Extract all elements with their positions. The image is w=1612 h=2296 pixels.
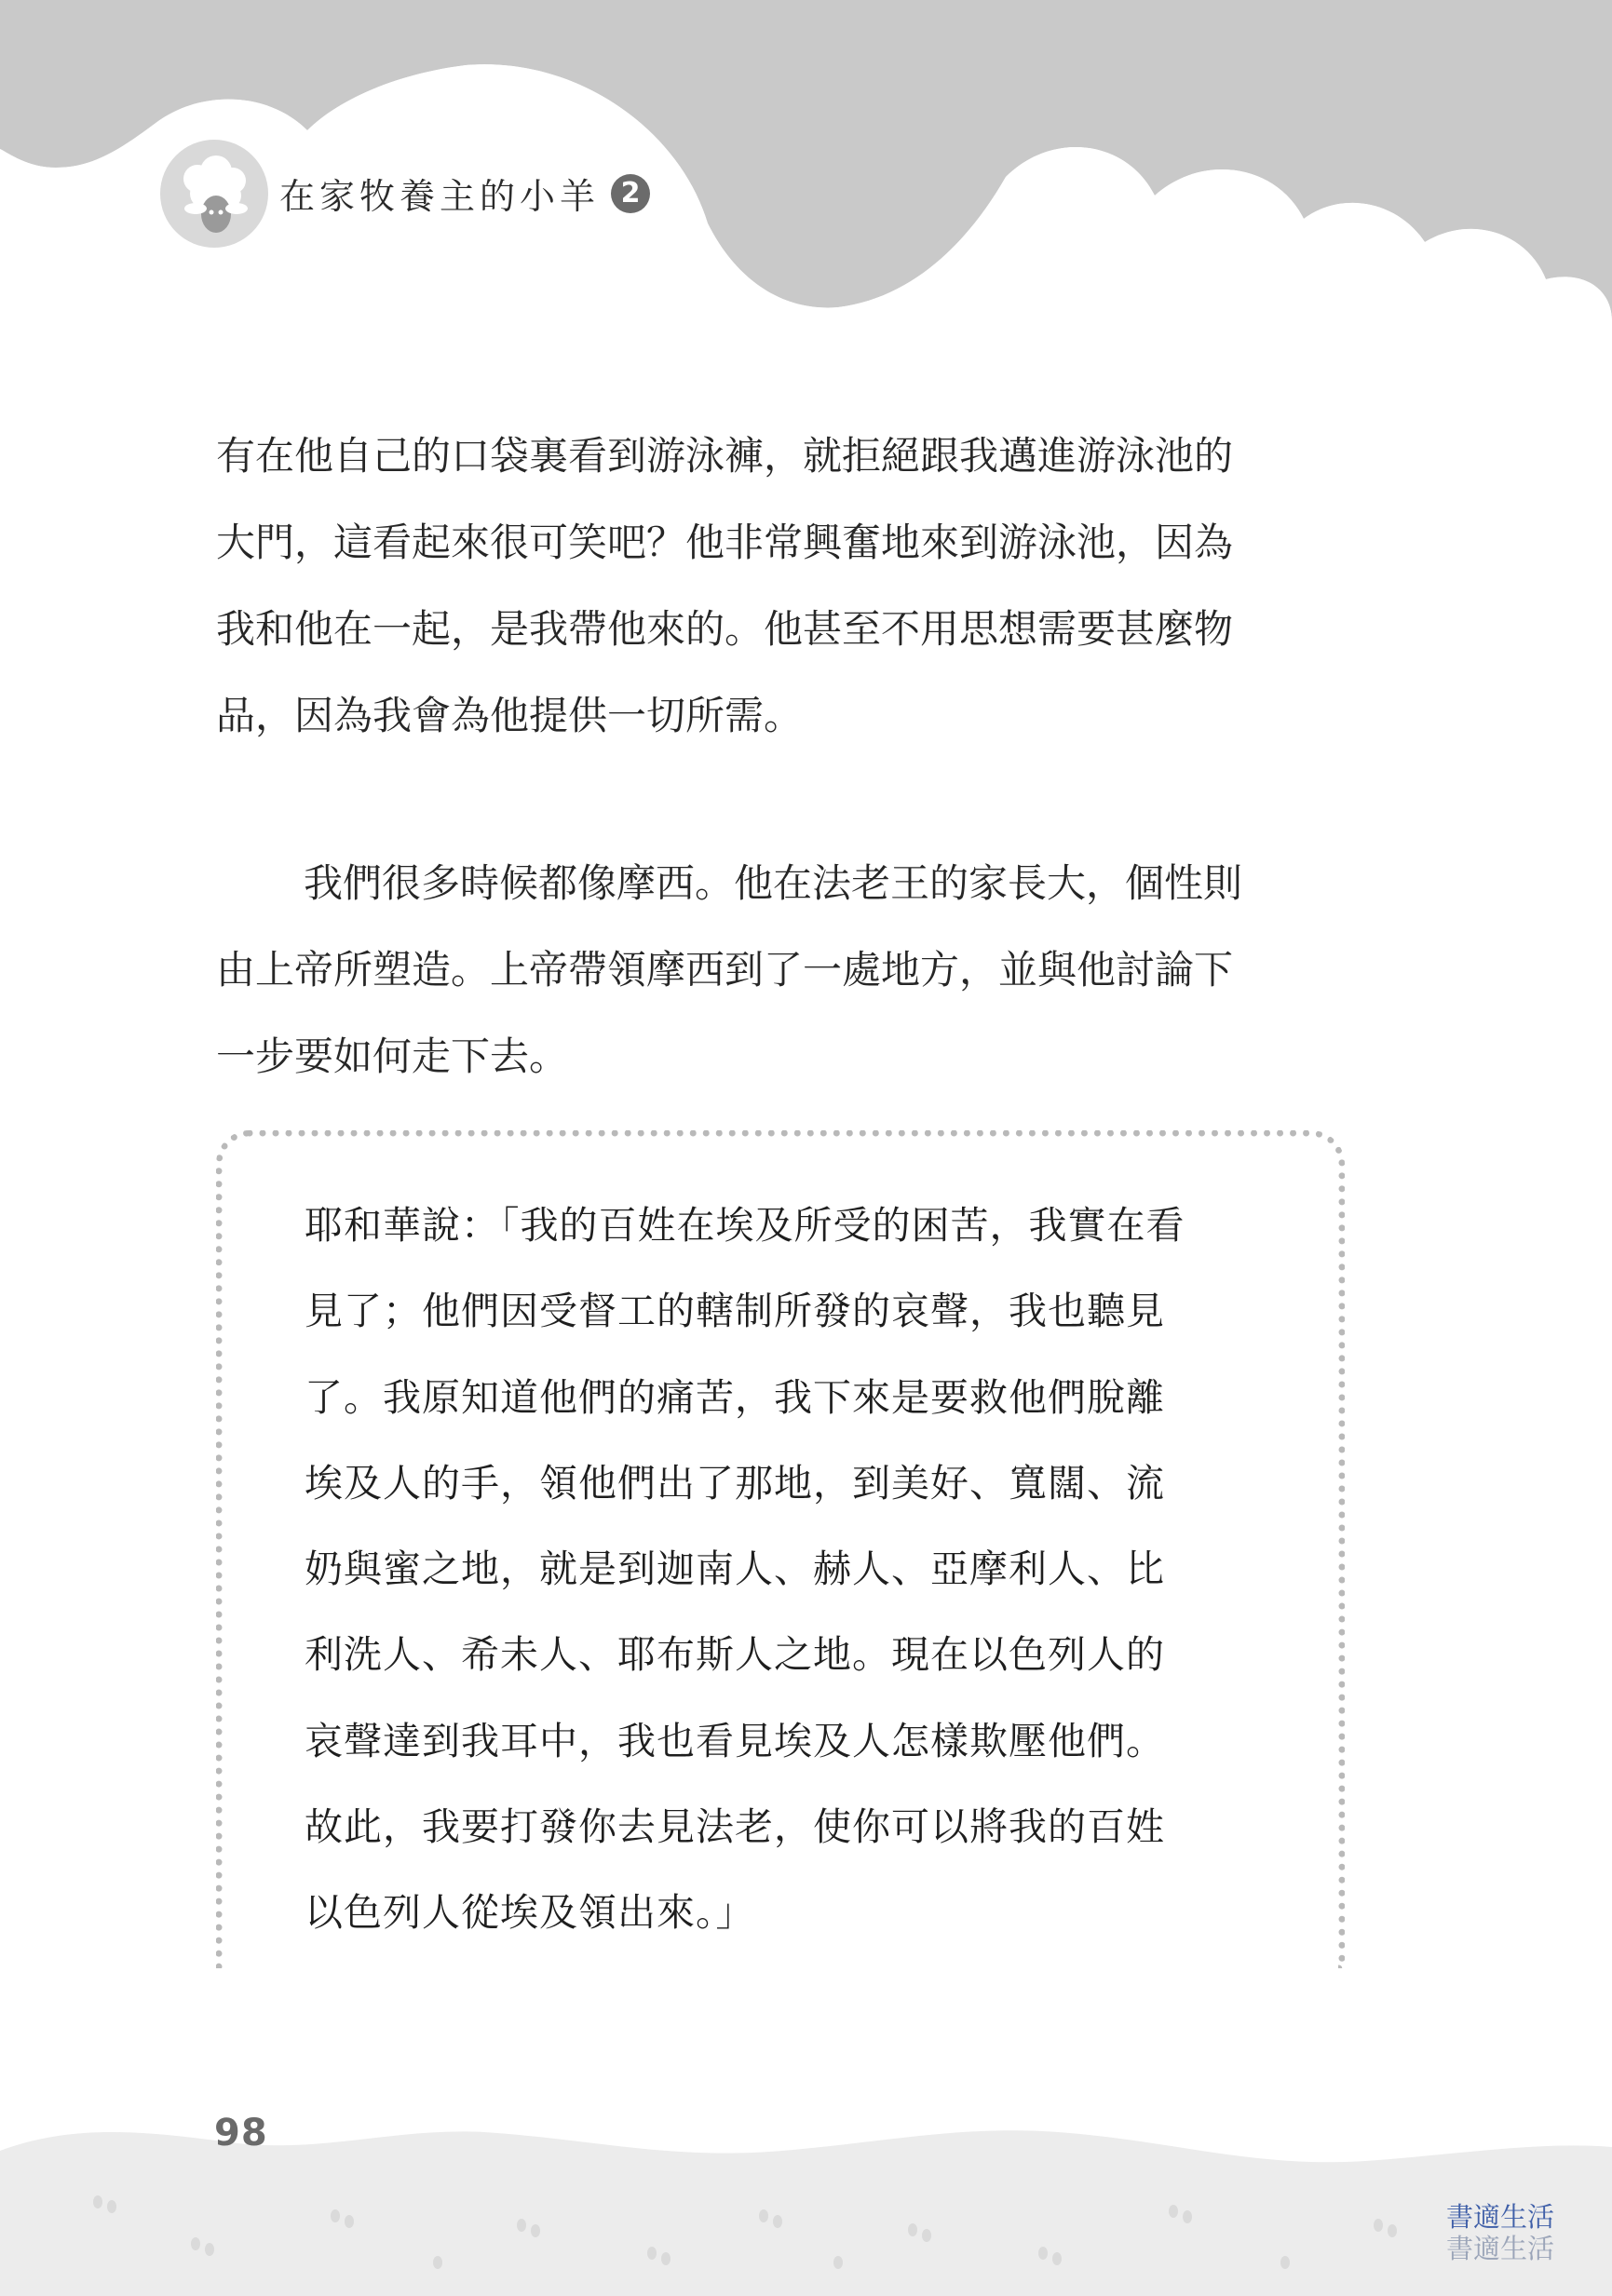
watermark-line-2: 書適生活	[1445, 2233, 1554, 2264]
quote-line: 以色列人從埃及領出來。」	[305, 1890, 755, 1936]
quote-line: 見了；他們因受督工的轄制所發的哀聲，我也聽見	[305, 1289, 1165, 1334]
text-line: 由上帝所塑造。上帝帶領摩西到了一處地方，並與他討論下	[216, 947, 1234, 993]
running-header	[279, 168, 650, 219]
quote-line: 耶和華說：「我的百姓在埃及所受的困苦，我實在看	[305, 1203, 1185, 1248]
quote-line: 埃及人的手，領他們出了那地，到美好、寬闊、流	[305, 1460, 1165, 1506]
text-line: 品，因為我會為他提供一切所需。	[216, 693, 804, 738]
scripture-quote	[305, 1182, 1292, 1956]
quote-line: 奶與蜜之地，就是到迦南人、赫人、亞摩利人、比	[305, 1546, 1165, 1592]
quote-line: 利洗人、希未人、耶布斯人之地。現在以色列人的	[305, 1632, 1165, 1678]
publisher-watermark	[1446, 2201, 1554, 2264]
body-paragraph-2	[216, 840, 1352, 1100]
sheep-logo-icon	[158, 138, 270, 250]
quote-line: 故此，我要打發你去見法老，使你可以將我的百姓	[305, 1804, 1165, 1850]
quote-line: 了。我原知道他們的痛苦，我下來是要救他們脫離	[305, 1374, 1165, 1420]
page-number: 98	[214, 2112, 268, 2154]
text-line: 我和他在一起，是我帶他來的。他甚至不用思想需要甚麼物	[216, 606, 1234, 652]
watermark-line-1: 書適生活	[1445, 2201, 1554, 2233]
text-line: 我們很多時候都像摩西。他在法老王的家長大，個性則	[304, 860, 1243, 906]
body-paragraph-1	[216, 412, 1352, 759]
volume-badge: 2	[611, 174, 650, 213]
text-line: 一步要如何走下去。	[216, 1033, 569, 1079]
quote-line: 哀聲達到我耳中，我也看見埃及人怎樣欺壓他們。	[305, 1718, 1165, 1763]
book-title: 在家牧養主的小羊	[279, 176, 601, 217]
text-line: 大門，這看起來很可笑吧？他非常興奮地來到游泳池，因為	[216, 520, 1234, 565]
text-line: 有在他自己的口袋裏看到游泳褲，就拒絕跟我邁進游泳池的	[216, 433, 1234, 479]
